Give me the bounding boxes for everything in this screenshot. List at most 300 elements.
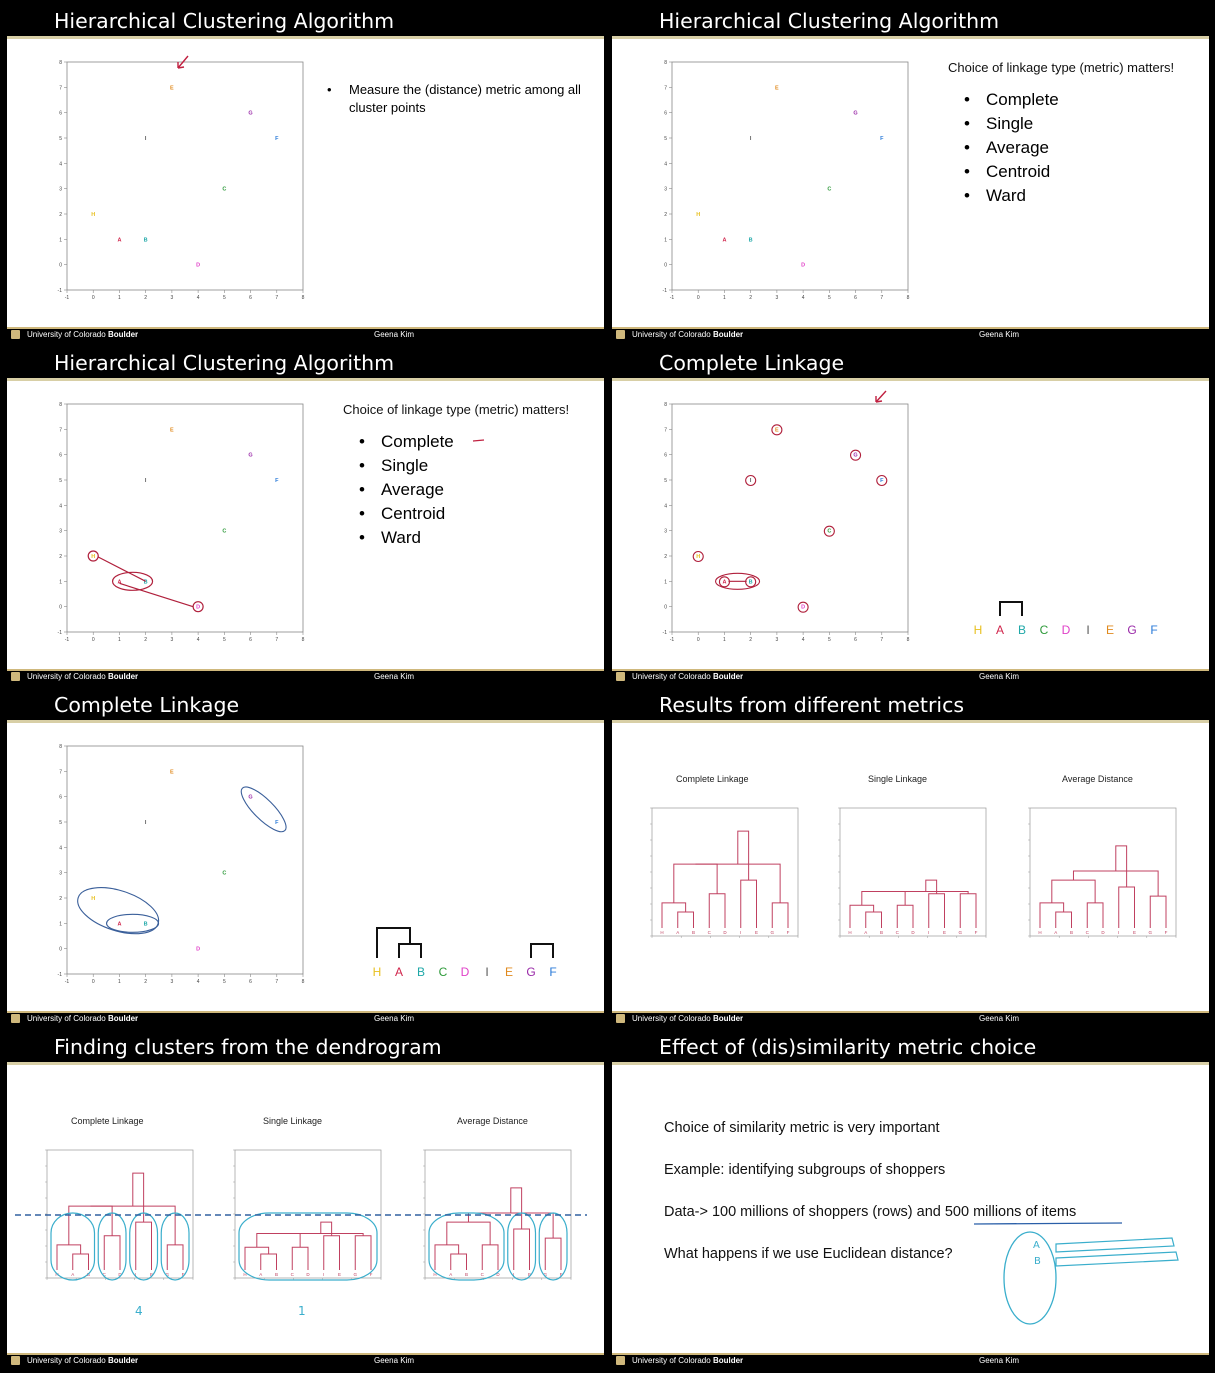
dendrogram-link (324, 1236, 340, 1270)
dendrogram-link (292, 1247, 308, 1270)
chart-title-single: Single Linkage (868, 774, 928, 784)
y-tick-label: 2 (664, 212, 667, 218)
y-tick-label: 1 (664, 237, 667, 244)
leaf-label-B: B (464, 1272, 469, 1277)
y-tick-label: 5 (664, 136, 667, 142)
leaf-label-C: C (290, 1272, 294, 1277)
x-tick-label: -1 (669, 295, 675, 301)
point-G: G (853, 110, 858, 117)
leaf-label-E: E (337, 1272, 342, 1277)
x-tick-label: 3 (775, 295, 779, 301)
linkage-heading: Choice of linkage type (metric) matters! (343, 402, 570, 417)
bullet-item: • Complete (353, 430, 454, 454)
y-tick-label: -1 (662, 288, 667, 294)
leaf-H: H (973, 623, 983, 637)
text-line: What happens if we use Euclidean distance? (664, 1246, 953, 1262)
dendrogram-link (514, 1229, 530, 1270)
x-tick-label: 7 (275, 979, 279, 985)
slide-title: Effect of (dis)similarity metric choice (612, 1032, 1209, 1062)
leaf-label-A: A (71, 1272, 75, 1277)
dendrogram-link (1052, 880, 1095, 903)
dendrogram-link (674, 864, 717, 903)
point-G: G (248, 794, 253, 801)
leaf-label-B: B (691, 930, 696, 935)
point-C: C (827, 186, 832, 193)
point-B: B (143, 921, 148, 928)
point-H: H (696, 554, 701, 560)
point-I: I (144, 478, 147, 484)
y-tick-label: 4 (59, 845, 62, 852)
y-tick-label: -1 (662, 630, 667, 636)
sketch-label-a: A (1033, 1240, 1040, 1251)
point-C: C (222, 528, 227, 535)
leaf-label-G: G (958, 930, 963, 935)
leaf-label-E: E (754, 930, 759, 935)
cluster-hab-annotation (72, 879, 164, 943)
x-tick-label: 0 (91, 979, 95, 985)
dendrogram-link (257, 1234, 300, 1248)
leaf-label-G: G (165, 1272, 170, 1277)
slide-footer (612, 671, 1209, 682)
leaf-label-C: C (480, 1272, 484, 1277)
bullet-item: • Complete (958, 88, 1059, 112)
point-I: I (144, 820, 147, 826)
y-tick-label: 8 (664, 60, 667, 66)
leaf-B: B (416, 965, 426, 979)
y-tick-label: 0 (664, 262, 667, 269)
linkage-list (958, 88, 1059, 208)
leaf-I: I (485, 965, 489, 979)
x-tick-label: 3 (170, 637, 174, 643)
point-A: A (117, 921, 122, 928)
bullet-item: • Ward (958, 184, 1059, 208)
pen-arrow-annotation (170, 52, 200, 74)
point-I: I (749, 478, 752, 484)
y-tick-label: 5 (59, 820, 62, 826)
dendrogram-link (772, 903, 788, 928)
slide-1 (7, 6, 604, 340)
leaf-row (968, 588, 1168, 638)
plot-frame (67, 746, 303, 974)
leaf-E: E (504, 965, 514, 979)
x-tick-label: 0 (696, 295, 700, 301)
point-E: E (170, 427, 174, 434)
leaf-label-D: D (118, 1272, 122, 1277)
leaf-label-A: A (449, 1272, 453, 1277)
point-B: B (748, 579, 753, 586)
y-tick-label: 6 (59, 452, 62, 459)
dendrogram-link (709, 894, 725, 928)
cluster-loop-annotation (130, 1213, 158, 1280)
leaf-label-I: I (135, 1272, 137, 1277)
dendrogram-single (826, 802, 988, 962)
dendrogram-link (741, 880, 757, 928)
leaf-label-H: H (243, 1272, 247, 1277)
bullet-item: • Ward (353, 526, 454, 550)
dendrogram-link (1040, 903, 1064, 928)
title-underline (7, 1062, 604, 1065)
leaf-label-F: F (181, 1272, 185, 1277)
slide-4 (612, 348, 1209, 682)
text-line: Choice of similarity metric is very important (664, 1120, 940, 1136)
bullet-item: • Centroid (958, 160, 1059, 184)
x-tick-label: 6 (249, 979, 252, 985)
y-tick-label: 5 (664, 478, 667, 484)
text-line: Data-> 100 millions of shoppers (rows) and 500 millions of items (664, 1204, 1077, 1220)
footer-university: University of Colorado Boulder (27, 1014, 139, 1023)
y-tick-label: 1 (59, 921, 62, 928)
title-underline (612, 36, 1209, 39)
point-D: D (196, 946, 201, 953)
cu-logo-icon (11, 672, 20, 681)
x-tick-label: 4 (801, 637, 805, 643)
dendrogram-link (435, 1245, 459, 1270)
footer-university: University of Colorado Boulder (632, 672, 744, 681)
leaf-G: G (526, 965, 536, 979)
cu-logo-icon (11, 1014, 20, 1023)
cut-line (7, 1212, 604, 1218)
x-tick-label: 7 (275, 637, 279, 643)
y-tick-label: 8 (59, 744, 62, 750)
point-B: B (748, 237, 753, 244)
y-tick-label: 2 (59, 896, 62, 902)
x-tick-label: 4 (196, 637, 200, 643)
footer-author: Geena Kim (374, 1356, 415, 1365)
linkage-heading: Choice of linkage type (metric) matters! (948, 60, 1175, 75)
cu-logo-icon (616, 330, 625, 339)
dendrogram-link (511, 1188, 522, 1229)
y-tick-label: 3 (59, 528, 62, 535)
x-tick-label: 3 (170, 979, 174, 985)
point-D: D (801, 604, 806, 611)
y-tick-label: 7 (664, 85, 667, 92)
x-tick-label: -1 (64, 637, 70, 643)
x-tick-label: -1 (64, 295, 70, 301)
chart-title-single: Single Linkage (263, 1116, 323, 1126)
footer-author: Geena Kim (374, 1014, 415, 1023)
cluster-ab-annotation (107, 914, 159, 932)
leaf-H: H (372, 965, 382, 979)
leaf-F: F (549, 965, 557, 979)
y-tick-label: 6 (664, 110, 667, 117)
dendrogram-link (960, 894, 976, 928)
leaf-label-G: G (543, 1272, 548, 1277)
leaf-label-A: A (864, 930, 868, 935)
y-tick-label: 0 (664, 604, 667, 611)
dendrogram-link (278, 1234, 363, 1236)
dendrogram-link (447, 1222, 490, 1245)
plot-frame (672, 404, 908, 632)
plot-frame (672, 62, 908, 290)
x-tick-label: 5 (222, 979, 226, 985)
leaf-label-D: D (723, 930, 727, 935)
leaf-label-G: G (770, 930, 775, 935)
leaf-label-D: D (306, 1272, 310, 1277)
footer-author: Geena Kim (979, 330, 1020, 339)
leaf-label-H: H (433, 1272, 437, 1277)
leaf-label-A: A (676, 930, 680, 935)
y-tick-label: 6 (59, 794, 62, 801)
cu-logo-icon (616, 672, 625, 681)
y-tick-label: 0 (59, 604, 62, 611)
dendrogram-link (104, 1236, 120, 1270)
leaf-label-F: F (559, 1272, 563, 1277)
leaf-row (367, 916, 567, 980)
slide-title: Results from different metrics (612, 690, 1209, 720)
leaf-label-C: C (1085, 930, 1089, 935)
leaf-C: C (1039, 623, 1049, 637)
text-line: Example: identifying subgroups of shoppers (664, 1162, 946, 1178)
title-underline (7, 378, 604, 381)
point-A: A (117, 237, 122, 244)
x-tick-label: 8 (906, 637, 910, 643)
leaf-G: G (1127, 623, 1137, 637)
dendrogram-link (245, 1247, 269, 1270)
scatter-plot (55, 398, 305, 643)
scatter-plot (55, 740, 305, 985)
leaf-label-H: H (848, 930, 852, 935)
dendrogram-link (695, 864, 780, 903)
x-tick-label: 1 (118, 295, 121, 301)
leaf-label-H: H (660, 930, 664, 935)
footer-university: University of Colorado Boulder (632, 1014, 744, 1023)
slide-footer (7, 329, 604, 340)
slide-footer (612, 329, 1209, 340)
point-B: B (143, 237, 148, 244)
leaf-B: B (1017, 623, 1027, 637)
dendrogram-link (850, 905, 874, 928)
x-tick-label: 0 (696, 637, 700, 643)
dendrogram-link (1056, 912, 1072, 928)
bullet-item: • Average (958, 136, 1059, 160)
x-tick-label: -1 (669, 637, 675, 643)
leaf-label-F: F (974, 930, 978, 935)
dendrogram-complete (638, 802, 800, 962)
dendrogram-link (1073, 871, 1158, 896)
cu-logo-icon (11, 330, 20, 339)
leaf-A: A (995, 623, 1005, 637)
x-tick-label: 2 (144, 295, 148, 301)
y-tick-label: 6 (664, 452, 667, 459)
point-F: F (880, 478, 884, 484)
chart-title-complete: Complete Linkage (676, 774, 749, 784)
leaf-label-D: D (911, 930, 915, 935)
footer-author: Geena Kim (374, 330, 415, 339)
point-I: I (144, 136, 147, 142)
y-tick-label: 2 (59, 554, 62, 560)
x-tick-label: 0 (91, 295, 95, 301)
cu-logo-icon (616, 1356, 625, 1365)
point-G: G (248, 452, 253, 459)
leaf-D: D (1061, 623, 1071, 637)
pen-arrow-annotation (868, 388, 892, 408)
leaf-label-F: F (1164, 930, 1168, 935)
title-underline (7, 720, 604, 723)
leaf-label-E: E (942, 930, 947, 935)
slide-2 (612, 6, 1209, 340)
scatter-plot (55, 56, 305, 301)
leaf-label-E: E (527, 1272, 532, 1277)
point-D: D (196, 262, 201, 269)
cu-logo-icon (11, 1356, 20, 1365)
dendrogram-link (355, 1236, 371, 1270)
y-tick-label: 4 (59, 503, 62, 510)
bullet-list (321, 81, 591, 117)
leaf-label-C: C (102, 1272, 106, 1277)
leaf-A: A (394, 965, 404, 979)
bullet-item: • Centroid (353, 502, 454, 526)
slide-7 (7, 1032, 604, 1366)
y-tick-label: 7 (664, 427, 667, 434)
leaf-label-C: C (707, 930, 711, 935)
y-tick-label: 5 (59, 478, 62, 484)
dendrogram-link (929, 894, 945, 928)
point-H: H (696, 212, 701, 218)
slide-3 (7, 348, 604, 682)
y-tick-label: 7 (59, 85, 62, 92)
leaf-I: I (1086, 623, 1090, 637)
y-tick-label: 1 (59, 579, 62, 586)
footer-university: University of Colorado Boulder (27, 330, 139, 339)
y-tick-label: 4 (664, 503, 667, 510)
y-tick-label: 4 (59, 161, 62, 168)
leaf-E: E (1105, 623, 1115, 637)
x-tick-label: 2 (749, 295, 753, 301)
y-tick-label: 0 (59, 946, 62, 953)
y-tick-label: -1 (57, 972, 62, 978)
scatter-plot (660, 56, 910, 301)
y-tick-label: 3 (664, 186, 667, 193)
y-tick-label: 8 (59, 60, 62, 66)
x-tick-label: 2 (749, 637, 753, 643)
leaf-label-I: I (928, 930, 930, 935)
leaf-label-A: A (1054, 930, 1058, 935)
slide-footer (7, 1013, 604, 1024)
point-G: G (248, 110, 253, 117)
footer-author: Geena Kim (979, 672, 1020, 681)
sketch-label-b: B (1034, 1256, 1041, 1267)
point-D: D (196, 604, 201, 611)
merge-bracket (531, 944, 553, 958)
point-G: G (853, 452, 858, 459)
leaf-label-D: D (496, 1272, 500, 1277)
slide-title: Hierarchical Clustering Algorithm (7, 348, 604, 378)
bullet-item: • Single (353, 454, 454, 478)
y-tick-label: 6 (59, 110, 62, 117)
y-tick-label: 0 (59, 262, 62, 269)
footer-author: Geena Kim (979, 1356, 1020, 1365)
point-A: A (117, 579, 122, 586)
x-tick-label: 6 (854, 637, 857, 643)
x-tick-label: 8 (301, 637, 305, 643)
dendrogram-link (862, 892, 905, 906)
y-tick-label: 7 (59, 769, 62, 776)
y-tick-label: 2 (664, 554, 667, 560)
y-tick-label: 7 (59, 427, 62, 434)
leaf-label-F: F (369, 1272, 373, 1277)
slide-footer (612, 1355, 1209, 1366)
y-tick-label: 3 (59, 186, 62, 193)
leaf-label-G: G (1148, 930, 1153, 935)
leaf-label-I: I (740, 930, 742, 935)
footer-author: Geena Kim (374, 672, 415, 681)
leaf-label-B: B (879, 930, 884, 935)
point-C: C (222, 870, 227, 877)
dendrogram-link (897, 905, 913, 928)
x-tick-label: 8 (301, 295, 305, 301)
dendrogram-link (738, 831, 749, 880)
dendrogram-link (136, 1222, 152, 1270)
underline-annotation (972, 1221, 1124, 1226)
dendrogram-link (1119, 887, 1135, 928)
scatter-plot (660, 398, 910, 643)
leaf-label-C: C (895, 930, 899, 935)
leaf-label-G: G (353, 1272, 358, 1277)
slide-8 (612, 1032, 1209, 1366)
dendrogram-link (1150, 896, 1166, 928)
slide-title: Hierarchical Clustering Algorithm (7, 6, 604, 36)
chart-title-complete: Complete Linkage (71, 1116, 144, 1126)
dendrogram-link (57, 1245, 81, 1270)
footer-university: University of Colorado Boulder (632, 1356, 744, 1365)
dendrogram-link (662, 903, 686, 928)
y-tick-label: 1 (59, 237, 62, 244)
slide-title: Hierarchical Clustering Algorithm (612, 6, 1209, 36)
x-tick-label: 7 (275, 295, 279, 301)
dendrogram-link (261, 1254, 277, 1270)
point-E: E (170, 769, 174, 776)
plot-frame (67, 62, 303, 290)
slide-footer (612, 1013, 1209, 1024)
dendrogram-link (678, 912, 694, 928)
dendrogram-average (411, 1144, 573, 1304)
x-tick-label: 6 (854, 295, 857, 301)
slide-footer (7, 1355, 604, 1366)
leaf-D: D (460, 965, 470, 979)
x-tick-label: 4 (196, 295, 200, 301)
y-tick-label: 8 (664, 402, 667, 408)
point-A: A (722, 237, 727, 244)
footer-university: University of Colorado Boulder (632, 330, 744, 339)
footer-author: Geena Kim (979, 1014, 1020, 1023)
merge-bracket (1000, 602, 1022, 616)
cu-logo-icon (616, 1014, 625, 1023)
point-C: C (222, 186, 227, 193)
cluster-count-single: 1 (298, 1304, 306, 1318)
slide-title: Complete Linkage (7, 690, 604, 720)
plot-frame (67, 404, 303, 632)
bullet-item: • Average (353, 478, 454, 502)
matrix-sketch (1000, 1228, 1186, 1328)
point-F: F (275, 820, 279, 826)
point-I: I (749, 136, 752, 142)
point-A: A (722, 579, 727, 586)
dendrogram-link (73, 1254, 89, 1270)
merge-bracket (399, 944, 421, 958)
x-tick-label: 6 (249, 637, 252, 643)
point-H: H (91, 896, 96, 902)
chart-title-average: Average Distance (1062, 774, 1133, 784)
slide-title: Complete Linkage (612, 348, 1209, 378)
x-tick-label: 7 (880, 295, 884, 301)
point-H: H (91, 212, 96, 218)
dendrogram-complete (33, 1144, 195, 1304)
x-tick-label: 1 (723, 295, 726, 301)
leaf-label-I: I (1118, 930, 1120, 935)
y-tick-label: 2 (59, 212, 62, 218)
title-underline (612, 720, 1209, 723)
slide-title: Finding clusters from the dendrogram (7, 1032, 604, 1062)
